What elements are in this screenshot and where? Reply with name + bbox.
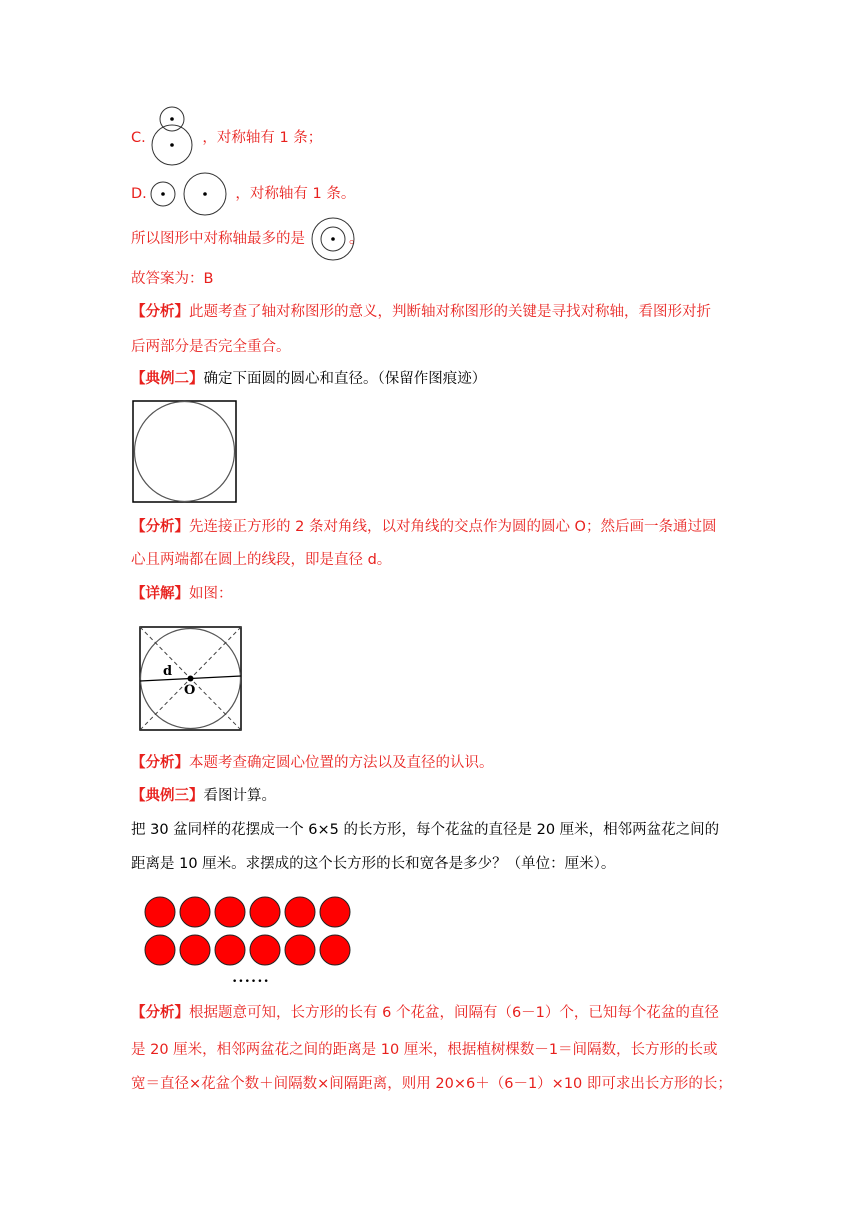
flowerpot bbox=[320, 935, 350, 965]
analysis2-tag: 【分析】 bbox=[131, 519, 189, 535]
detail-line: 【详解】如图： bbox=[131, 586, 233, 602]
flowerpot bbox=[285, 897, 315, 927]
problem-line2: 距离是 10 厘米。求摆成的这个长方形的长和宽各是多少？（单位：厘米）。 bbox=[131, 856, 616, 872]
most-axes-text: 所以图形中对称轴最多的是 bbox=[131, 231, 305, 247]
problem-line1: 把 30 盆同样的花摆成一个 6×5 的长方形，每个花盆的直径是 20 厘米，相邻两盆花之间的 bbox=[131, 822, 720, 838]
option-d-text: ，对称轴有 1 条。 bbox=[235, 186, 356, 202]
flowerpot bbox=[180, 935, 210, 965]
analysis1-line2: 后两部分是否完全重合。 bbox=[131, 339, 291, 355]
flowerpot bbox=[215, 897, 245, 927]
analysis4-line2: 是 20 厘米，相邻两盆花之间的距离是 10 厘米，根据植树棵数－1＝间隔数，长方形的长或 bbox=[131, 1042, 718, 1058]
flowerpot bbox=[180, 897, 210, 927]
label-d: d bbox=[163, 664, 173, 679]
option-d-figure bbox=[150, 172, 232, 218]
analysis4-tag: 【分析】 bbox=[131, 1005, 189, 1021]
detail-tag: 【详解】 bbox=[131, 586, 189, 602]
analysis4-line1: 【分析】根据题意可知，长方形的长有 6 个花盆，间隔有（6－1）个，已知每个花盆的直径 bbox=[131, 1005, 719, 1021]
flowerpot bbox=[250, 935, 280, 965]
flowerpot bbox=[215, 935, 245, 965]
answer-line: 故答案为：B bbox=[131, 271, 214, 287]
analysis2-line2: 心且两端都在圆上的线段，即是直径 d。 bbox=[131, 552, 392, 568]
option-c-figure bbox=[150, 105, 198, 169]
example3-tag: 【典例三】 bbox=[131, 788, 204, 804]
analysis1-tag: 【分析】 bbox=[131, 304, 189, 320]
concentric-circles-figure bbox=[310, 216, 358, 262]
option-d-letter: D. bbox=[131, 186, 147, 202]
square-circle-figure bbox=[132, 400, 238, 504]
flowerpot bbox=[145, 897, 175, 927]
solved-figure bbox=[139, 626, 243, 732]
option-c-letter: C. bbox=[131, 130, 146, 146]
example2-text: 确定下面圆的圆心和直径。（保留作图痕迹） bbox=[203, 371, 487, 387]
example3-heading bbox=[131, 785, 276, 807]
flowerpot bbox=[145, 935, 175, 965]
analysis3-tag: 【分析】 bbox=[131, 755, 189, 771]
label-o: O bbox=[184, 683, 196, 698]
example3-text: 看图计算。 bbox=[203, 788, 276, 804]
flowerpot bbox=[285, 935, 315, 965]
analysis3-line: 【分析】本题考查确定圆心位置的方法以及直径的认识。 bbox=[131, 755, 494, 771]
center-point bbox=[188, 676, 194, 682]
ellipsis-dots: •••••• bbox=[232, 977, 270, 987]
analysis1-line1: 【分析】此题考查了轴对称图形的意义，判断轴对称图形的关键是寻找对称轴，看图形对折 bbox=[131, 304, 711, 320]
option-c-text: ，对称轴有 1 条； bbox=[202, 130, 323, 146]
most-axes-end: 。 bbox=[349, 231, 364, 247]
flowerpot-grid bbox=[140, 892, 380, 988]
flowerpot bbox=[250, 897, 280, 927]
analysis4-line3: 宽＝直径×花盆个数＋间隔数×间隔距离，则用 20×6＋（6－1）×10 即可求出长方形的长； bbox=[131, 1076, 732, 1092]
example2-tag: 【典例二】 bbox=[131, 371, 204, 387]
example2-heading bbox=[131, 368, 486, 390]
analysis2-line1: 【分析】先连接正方形的 2 条对角线，以对角线的交点作为圆的圆心 O；然后画一条通过圆 bbox=[131, 519, 717, 535]
flowerpot bbox=[320, 897, 350, 927]
